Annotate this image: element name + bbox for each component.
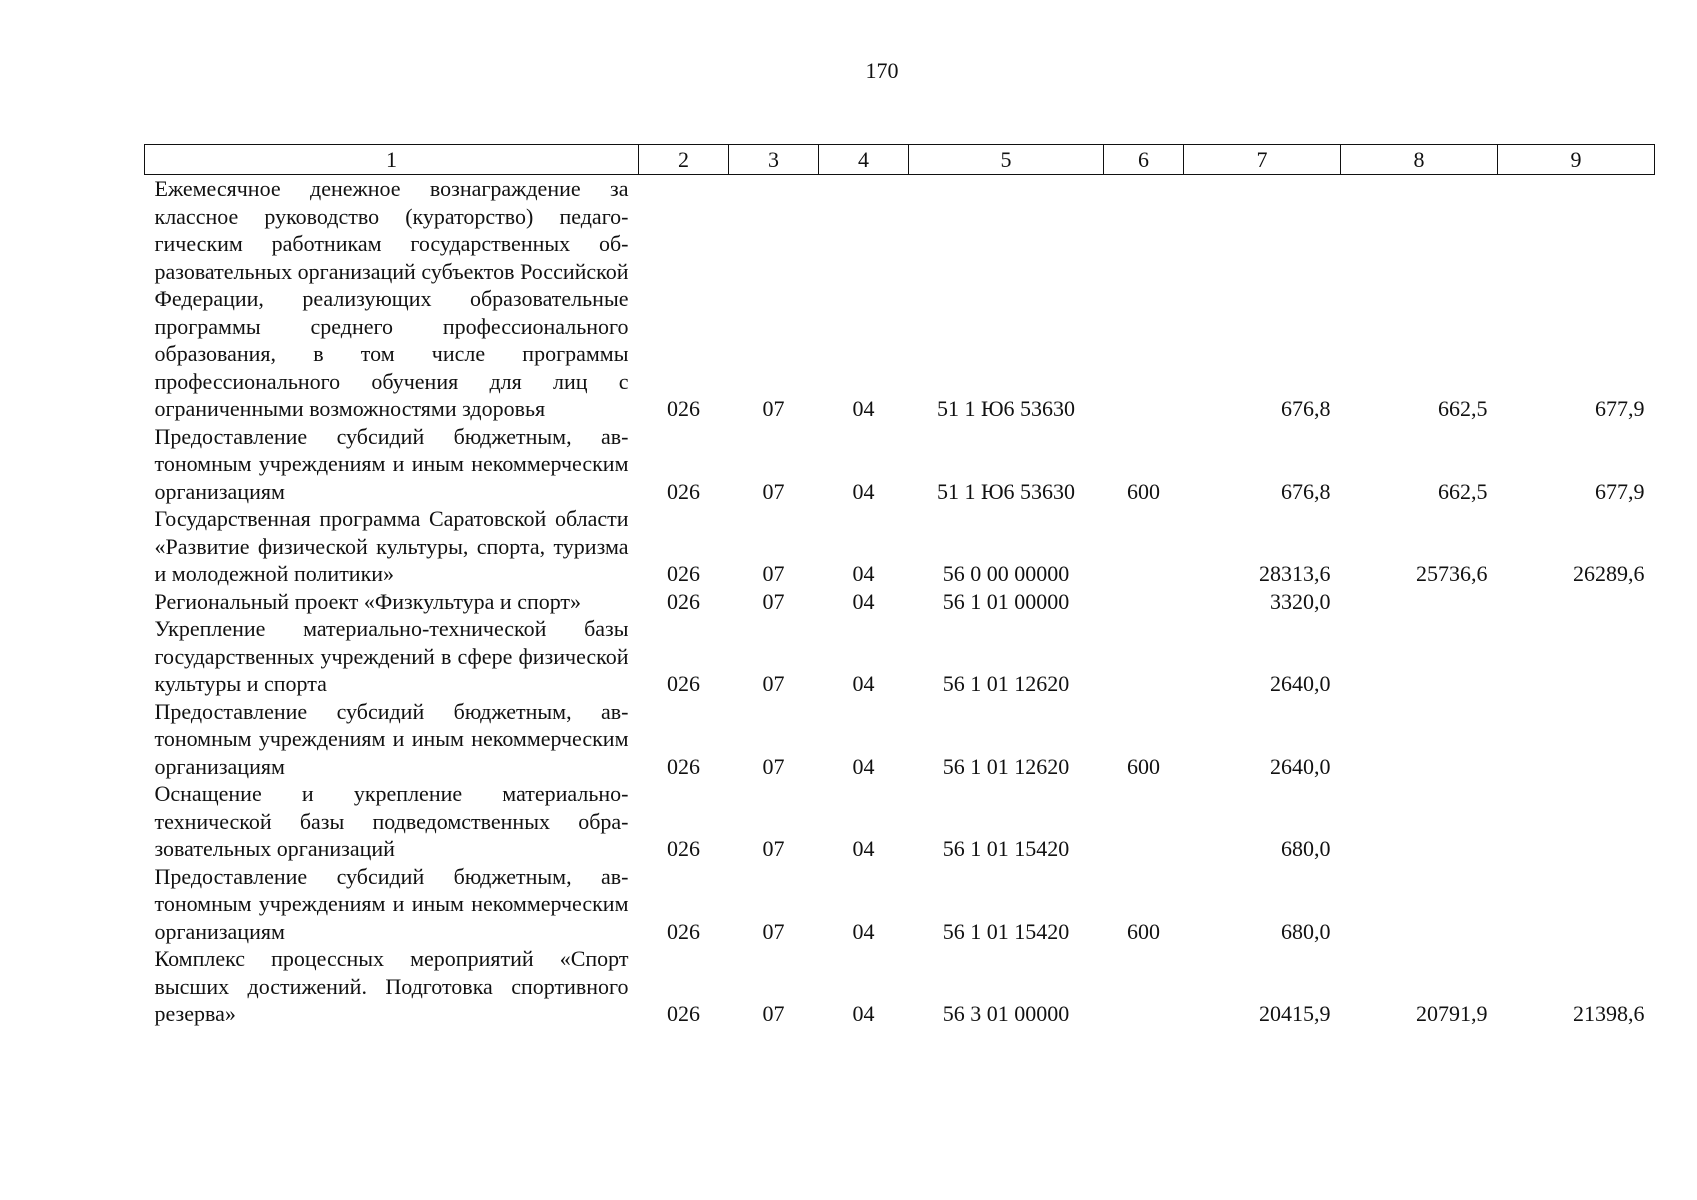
row-description: Предоставление субсидий бюджетным, автономным учреждениям и иным некоммерческим организациям	[154, 698, 629, 779]
row-description: Региональный проект «Физкультура и спорт»	[154, 588, 582, 614]
section-code: 07	[762, 753, 785, 779]
row-description: Ежемесячное денежное вознаграждение за классное руководство (кураторство) педагогическим работникам государственных образовательных организаций субъектов Российской Федерации, реализующих образовательные программы среднего профессионального образования, в том числе программы профессионального обучения для лиц с ограниченными возможностями здоровья	[154, 176, 629, 421]
amount-year-2	[1341, 588, 1498, 616]
subsection-code: 04	[852, 753, 875, 779]
column-header: 5	[909, 145, 1104, 175]
amount-year-3	[1498, 588, 1655, 616]
section-code: 07	[762, 478, 785, 504]
amount-year-2: 662,5	[1438, 478, 1488, 504]
department-code: 026	[667, 753, 700, 779]
target-article-code: 56 3 01 00000	[942, 1001, 1070, 1026]
header-row	[145, 145, 1655, 175]
table-row	[145, 945, 1655, 1028]
section-code: 07	[762, 396, 785, 421]
expense-type-code	[1104, 588, 1184, 616]
department-code: 026	[667, 836, 700, 861]
amount-year-1: 28313,6	[1259, 561, 1331, 586]
department-code: 026	[667, 561, 700, 586]
page-number: 170	[865, 58, 899, 83]
section-code: 07	[762, 588, 785, 614]
amount-year-1: 680,0	[1281, 836, 1331, 861]
expense-type-code: 600	[1127, 478, 1160, 504]
amount-year-2: 25736,6	[1416, 561, 1488, 586]
amount-year-3	[1498, 863, 1655, 946]
table-row	[145, 615, 1655, 698]
expense-type-code	[1104, 505, 1184, 588]
target-article-code: 56 1 01 15420	[942, 836, 1070, 861]
amount-year-1: 680,0	[1281, 918, 1331, 944]
section-code: 07	[762, 1001, 785, 1026]
amount-year-1: 676,8	[1281, 396, 1331, 421]
table-row	[145, 863, 1655, 946]
column-header: 8	[1341, 145, 1498, 175]
target-article-code: 56 1 01 15420	[942, 918, 1070, 944]
amount-year-2	[1341, 863, 1498, 946]
subsection-code: 04	[852, 396, 875, 421]
row-description: Предоставление субсидий бюджетным, автономным учреждениям и иным некоммерческим организациям	[154, 863, 629, 944]
department-code: 026	[667, 396, 700, 421]
amount-year-2	[1341, 615, 1498, 698]
table-row	[145, 588, 1655, 616]
column-header: 2	[639, 145, 729, 175]
expense-type-code: 600	[1127, 918, 1160, 944]
amount-year-3: 677,9	[1595, 396, 1645, 421]
subsection-code: 04	[852, 918, 875, 944]
column-header: 1	[145, 145, 639, 175]
row-description: Оснащение и укрепление материально-технической базы подведомственных образовательных организаций	[154, 781, 629, 861]
column-header: 4	[819, 145, 909, 175]
column-header: 6	[1104, 145, 1184, 175]
column-header: 9	[1498, 145, 1655, 175]
amount-year-2: 20791,9	[1416, 1001, 1488, 1026]
row-description: Предоставление субсидий бюджетным, автономным учреждениям и иным некоммерческим организациям	[154, 423, 629, 504]
expense-type-code	[1104, 615, 1184, 698]
amount-year-2	[1341, 698, 1498, 781]
table-row	[145, 780, 1655, 863]
row-description: Комплекс процессных мероприятий «Спорт высших достижений. Подготовка спортивного резерва»	[154, 946, 629, 1026]
target-article-code: 56 0 00 00000	[942, 561, 1070, 586]
target-article-code: 56 1 01 00000	[942, 588, 1070, 614]
amount-year-1: 2640,0	[1270, 753, 1331, 779]
expense-type-code	[1104, 175, 1184, 423]
department-code: 026	[667, 588, 700, 614]
subsection-code: 04	[852, 588, 875, 614]
amount-year-3	[1498, 780, 1655, 863]
amount-year-3: 677,9	[1595, 478, 1645, 504]
target-article-code: 51 1 Ю6 53630	[936, 478, 1076, 504]
row-description: Укрепление материально-технической базы государственных учреждений в сфере физической культуры и спорта	[154, 616, 629, 696]
section-code: 07	[762, 671, 785, 696]
amount-year-2	[1341, 780, 1498, 863]
column-header: 7	[1184, 145, 1341, 175]
table-row	[145, 505, 1655, 588]
table-row	[145, 698, 1655, 781]
amount-year-3: 26289,6	[1573, 561, 1645, 586]
row-description: Государственная программа Саратовской области «Развитие физической культуры, спорта, туризма и молодежной политики»	[154, 506, 629, 586]
subsection-code: 04	[852, 561, 875, 586]
expense-type-code	[1104, 945, 1184, 1028]
amount-year-1: 20415,9	[1259, 1001, 1331, 1026]
subsection-code: 04	[852, 478, 875, 504]
target-article-code: 56 1 01 12620	[942, 753, 1070, 779]
amount-year-1: 676,8	[1281, 478, 1331, 504]
subsection-code: 04	[852, 1001, 875, 1026]
amount-year-1: 2640,0	[1270, 671, 1331, 696]
expense-type-code: 600	[1127, 753, 1160, 779]
expense-type-code	[1104, 780, 1184, 863]
amount-year-3: 21398,6	[1573, 1001, 1645, 1026]
department-code: 026	[667, 1001, 700, 1026]
section-code: 07	[762, 561, 785, 586]
amount-year-3	[1498, 615, 1655, 698]
table-row	[145, 175, 1655, 423]
subsection-code: 04	[852, 671, 875, 696]
amount-year-1: 3320,0	[1270, 588, 1331, 614]
target-article-code: 56 1 01 12620	[942, 671, 1070, 696]
department-code: 026	[667, 918, 700, 944]
target-article-code: 51 1 Ю6 53630	[936, 396, 1076, 421]
table-row	[145, 423, 1655, 506]
table-body	[145, 175, 1655, 1028]
subsection-code: 04	[852, 836, 875, 861]
department-code: 026	[667, 671, 700, 696]
section-code: 07	[762, 918, 785, 944]
table-header	[145, 145, 1655, 175]
column-header: 3	[729, 145, 819, 175]
budget-table	[144, 144, 1655, 1028]
amount-year-2: 662,5	[1438, 396, 1488, 421]
section-code: 07	[762, 836, 785, 861]
amount-year-3	[1498, 698, 1655, 781]
department-code: 026	[667, 478, 700, 504]
